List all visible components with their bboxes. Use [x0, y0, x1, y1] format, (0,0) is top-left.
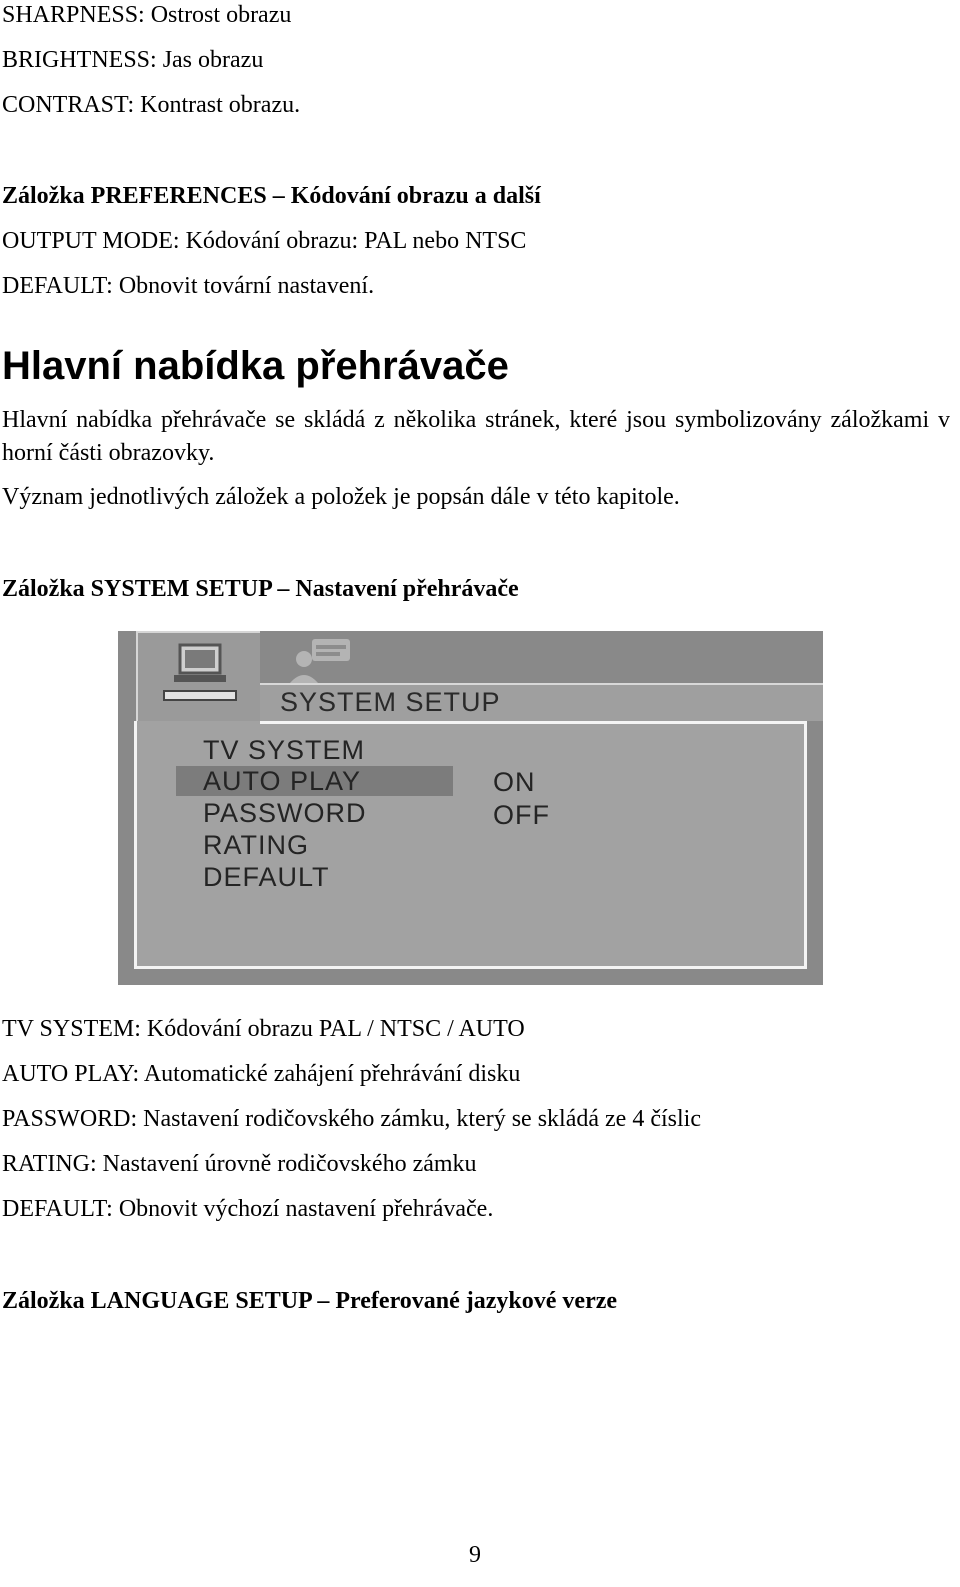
menu-item-default[interactable]: DEFAULT — [203, 862, 330, 892]
definition-default: DEFAULT: Obnovit výchozí nastavení přehrávače. — [2, 1196, 494, 1222]
osd-tab-preferences — [278, 633, 388, 683]
main-menu-heading: Hlavní nabídka přehrávače — [2, 344, 509, 388]
definition-rating: RATING: Nastavení úrovně rodičovského zámku — [2, 1151, 477, 1177]
language-setup-heading: Záložka LANGUAGE SETUP – Preferované jazykové verze — [2, 1288, 618, 1314]
definition-auto-play: AUTO PLAY: Automatické zahájení přehrávání disku — [2, 1061, 521, 1087]
brightness-line: BRIGHTNESS: Jas obrazu — [2, 47, 264, 73]
preferences-heading: Záložka PREFERENCES – Kódování obrazu a další — [2, 183, 541, 209]
osd-tab-system — [136, 631, 260, 721]
definition-tv-system: TV SYSTEM: Kódování obrazu PAL / NTSC / AUTO — [2, 1016, 525, 1042]
osd-panel — [134, 721, 807, 969]
menu-item-auto-play[interactable]: AUTO PLAY — [176, 766, 453, 796]
osd-title: SYSTEM SETUP — [280, 687, 501, 717]
osd-panel-top-border — [260, 721, 807, 724]
system-setup-heading: Záložka SYSTEM SETUP – Nastavení přehrávače — [2, 576, 519, 602]
preferences-default-line: DEFAULT: Obnovit tovární nastavení. — [2, 273, 375, 299]
sharpness-line: SHARPNESS: Ostrost obrazu — [2, 2, 292, 28]
menu-item-password[interactable]: PASSWORD — [203, 798, 367, 828]
page-number: 9 — [469, 1542, 481, 1568]
option-on[interactable]: ON — [493, 767, 536, 797]
osd-title-bar — [260, 683, 823, 721]
tv-icon — [150, 639, 250, 703]
contrast-line: CONTRAST: Kontrast obrazu. — [2, 92, 301, 118]
menu-item-rating[interactable]: RATING — [203, 830, 309, 860]
output-mode-line: OUTPUT MODE: Kódování obrazu: PAL nebo NTSC — [2, 228, 527, 254]
menu-item-tv-system[interactable]: TV SYSTEM — [203, 735, 366, 765]
intro-paragraph-2: Význam jednotlivých záložek a položek je popsán dále v této kapitole. — [2, 484, 680, 510]
intro-paragraph: Hlavní nabídka přehrávače se skládá z několika stránek, které jsou symbolizovány záložkami v horní části obrazovky. — [2, 407, 950, 466]
option-off[interactable]: OFF — [493, 800, 550, 830]
system-setup-menu-screenshot — [118, 631, 823, 985]
person-icon — [278, 633, 388, 683]
definition-password: PASSWORD: Nastavení rodičovského zámku, který se skládá ze 4 číslic — [2, 1106, 701, 1132]
